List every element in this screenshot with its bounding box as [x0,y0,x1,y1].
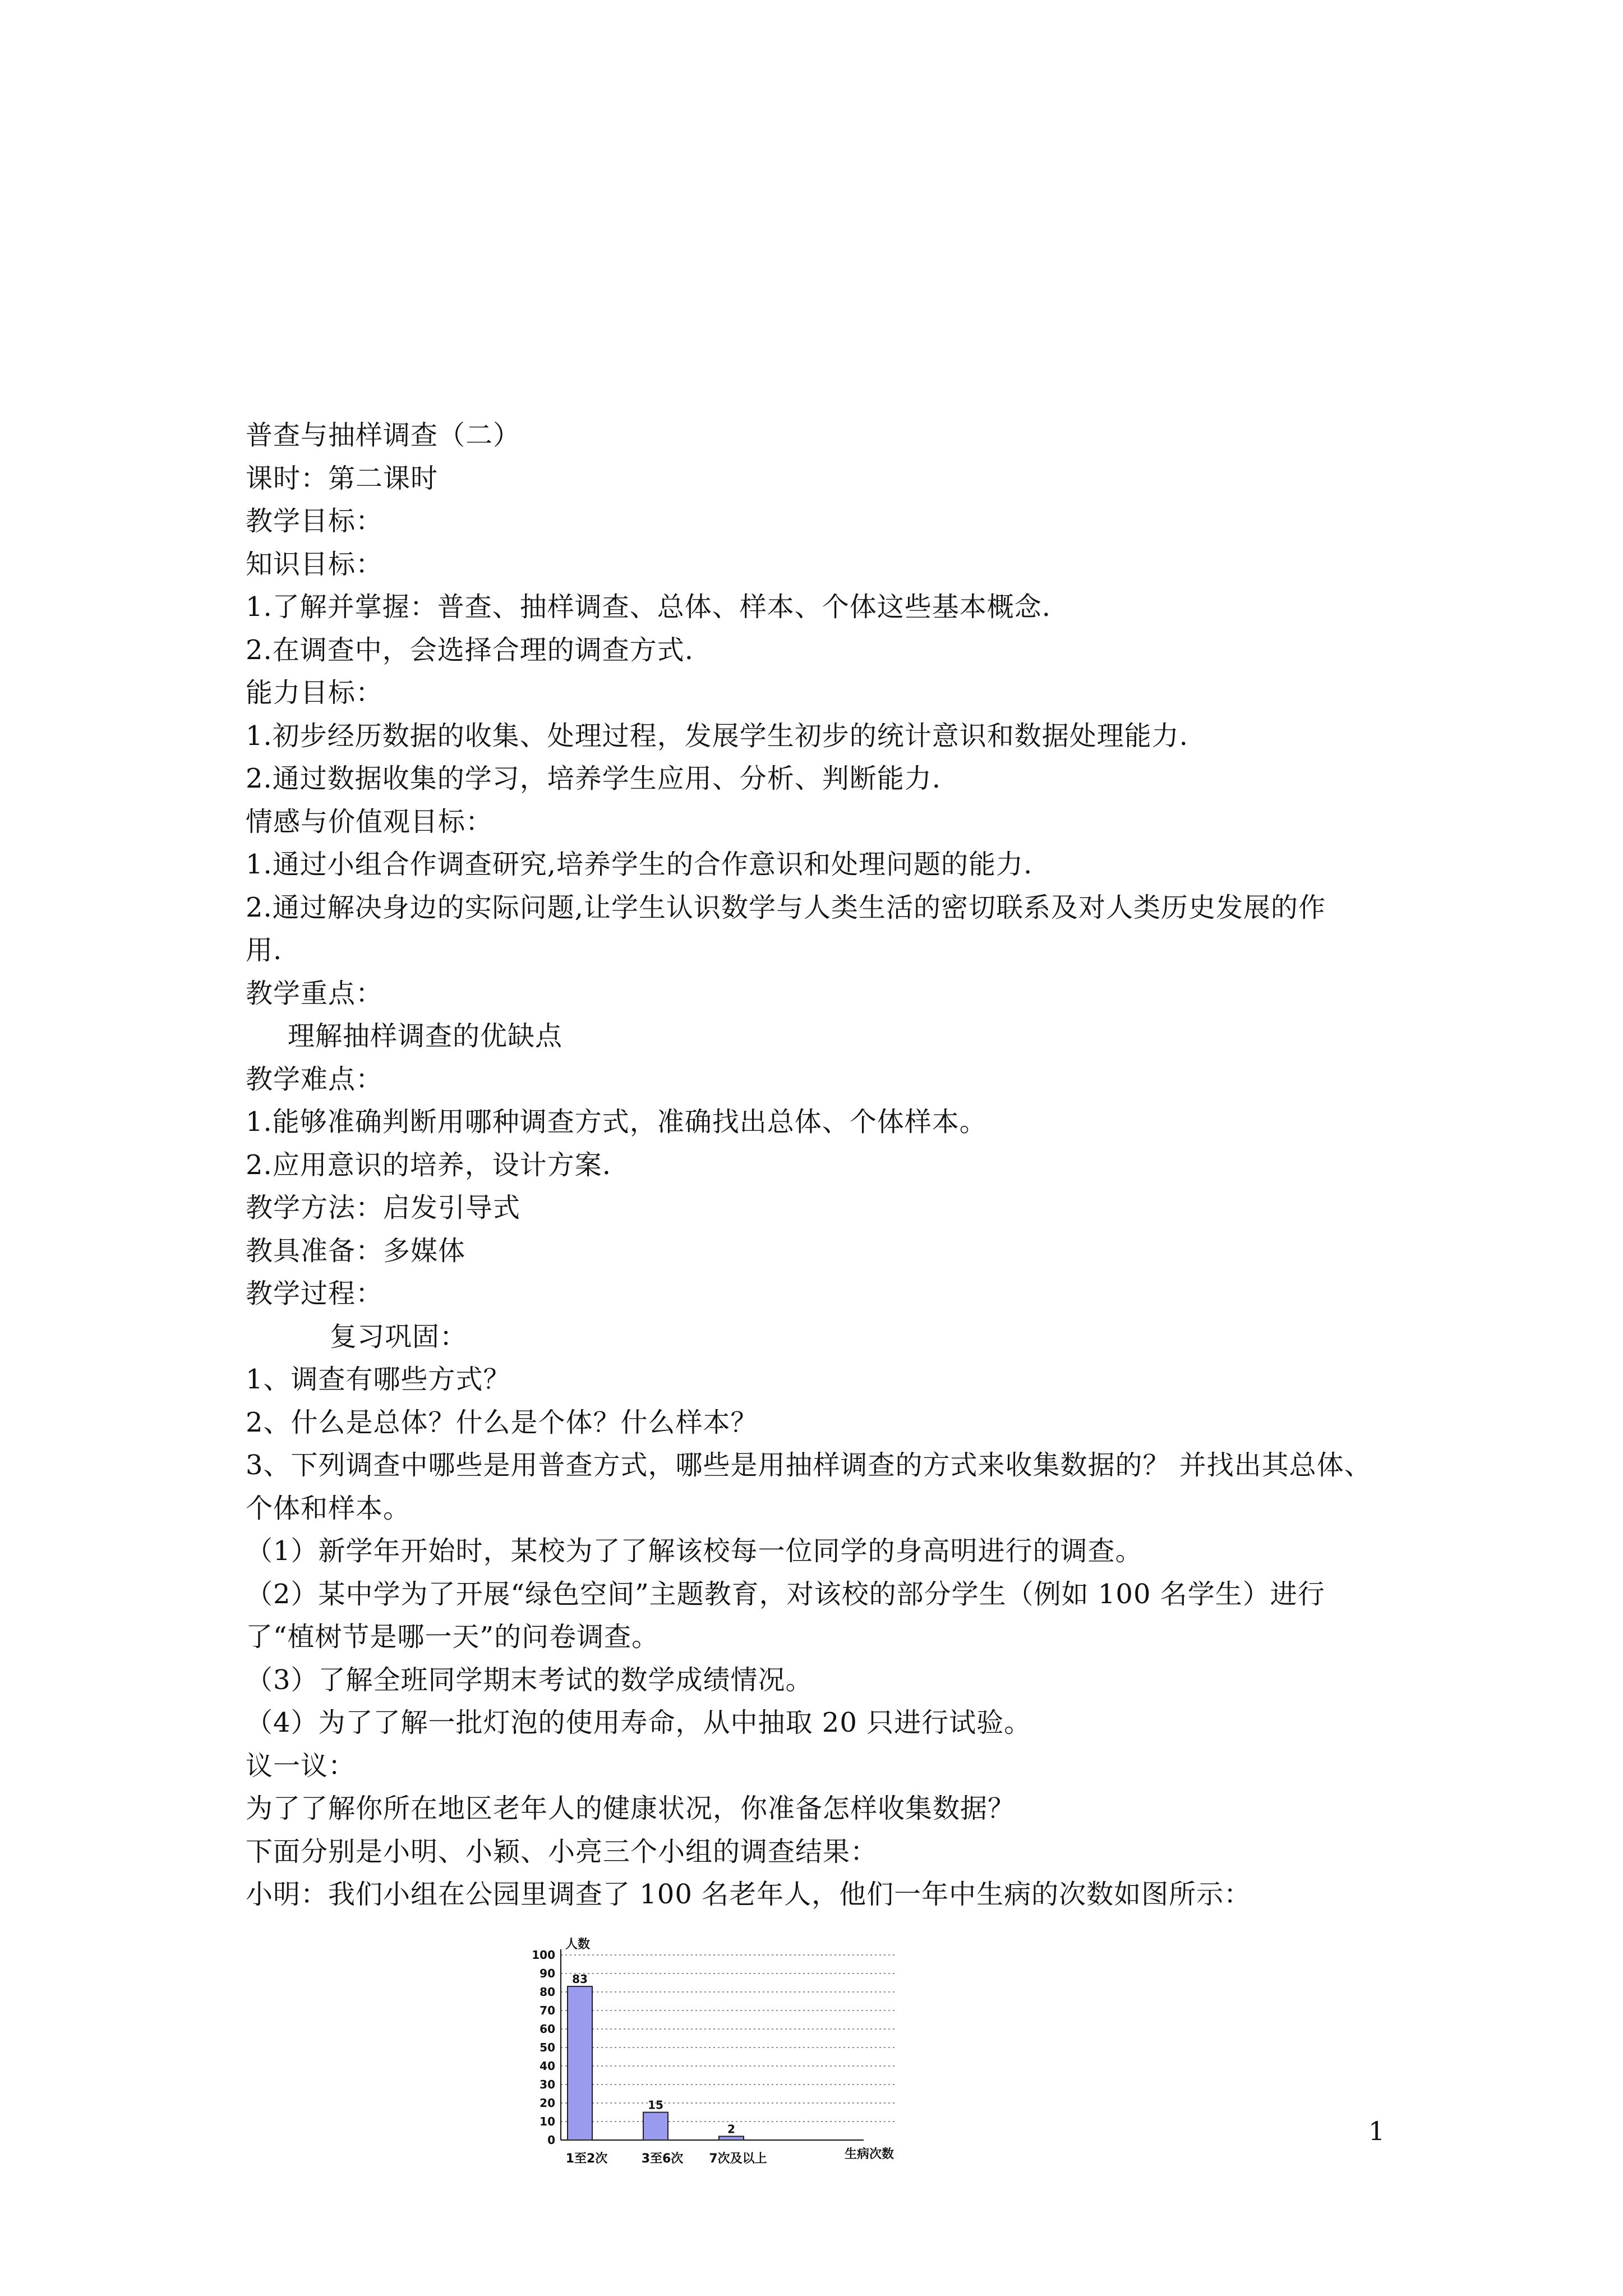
illness-frequency-chart [522,1930,914,2165]
text-line: 3、下列调查中哪些是用普查方式，哪些是用抽样调查的方式来收集数据的？ 并找出其总体、 [246,1450,1372,1481]
data-label: 15 [648,2098,663,2112]
text-line: 1.能够准确判断用哪种调查方式，准确找出总体、个体样本。 [246,1106,987,1138]
text-line: 知识目标： [246,548,384,580]
text-line: 1.初步经历数据的收集、处理过程，发展学生初步的统计意识和数据处理能力. [246,720,1189,752]
bar-chart-svg [522,1930,914,2165]
text-line: 2、什么是总体？什么是个体？什么样本？ [246,1406,758,1438]
y-tick-label: 0 [547,2133,555,2147]
text-line: 教学方法：启发引导式 [246,1192,521,1223]
y-tick-label: 60 [540,2022,555,2036]
text-line: 情感与价值观目标： [246,806,494,838]
text-line: 课时：第二课时 [246,462,439,494]
bar [719,2136,744,2140]
bar [643,2113,668,2141]
y-tick-label: 10 [540,2115,555,2128]
text-line: （3）了解全班同学期末考试的数学成绩情况。 [246,1664,813,1696]
y-tick-label: 20 [540,2096,555,2110]
text-line: 教学重点： [246,977,384,1009]
x-tick-label: 3至6次 [641,2152,684,2165]
x-tick-label: 7次及以上 [709,2152,767,2165]
y-tick-label: 40 [540,2059,555,2073]
text-line: 教学过程： [246,1278,384,1309]
text-line: （4）为了了解一批灯泡的使用寿命，从中抽取 20 只进行试验。 [246,1707,1032,1738]
y-axis-label: 人数 [565,1938,591,1952]
y-tick-label: 90 [540,1967,555,1980]
text-line: 1、调查有哪些方式？ [246,1364,511,1395]
y-tick-label: 30 [540,2078,555,2091]
text-line: 2.在调查中，会选择合理的调查方式. [246,634,694,666]
text-line: 教学难点： [246,1063,384,1095]
text-line: 2.通过数据收集的学习，培养学生应用、分析、判断能力. [246,763,942,794]
text-line: 普查与抽样调查（二） [246,420,521,451]
y-tick-label: 80 [540,1985,555,1999]
text-line: 了“植树节是哪一天”的问卷调查。 [246,1621,660,1653]
document-body [246,414,1401,1916]
text-line: 2.应用意识的培养，设计方案. [246,1149,612,1181]
text-line: 复习巩固： [330,1320,468,1352]
x-tick-label: 1至2次 [565,2152,608,2165]
text-line: 用. [246,935,283,966]
text-line: 教具准备：多媒体 [246,1235,466,1267]
text-line: 为了了解你所在地区老年人的健康状况，你准备怎样收集数据？ [246,1793,1016,1824]
text-line: 下面分别是小明、小颖、小亮三个小组的调查结果： [246,1835,878,1867]
y-tick-label: 100 [532,1948,555,1962]
data-label: 83 [572,1972,588,1986]
text-line: 小明：我们小组在公园里调查了 100 名老年人，他们一年中生病的次数如图所示： [246,1879,1252,1910]
text-line: （1）新学年开始时，某校为了了解该校每一位同学的身高明进行的调查。 [246,1535,1143,1567]
text-line: 教学目标： [246,505,384,537]
page-number: 1 [1368,2116,1385,2146]
text-line: （2）某中学为了开展“绿色空间”主题教育，对该校的部分学生（例如 100 名学生）进行 [246,1578,1325,1610]
y-tick-label: 70 [540,2004,555,2017]
text-line: 个体和样本。 [246,1492,411,1524]
text-line: 能力目标： [246,677,384,708]
text-line: 理解抽样调查的优缺点 [288,1020,563,1052]
bar [568,1986,592,2140]
data-label: 2 [727,2122,735,2136]
text-line: 议一议： [246,1750,356,1782]
y-tick-label: 50 [540,2041,555,2054]
text-line: 1.通过小组合作调查研究,培养学生的合作意识和处理问题的能力. [246,849,1033,880]
text-line: 2.通过解决身边的实际问题,让学生认识数学与人类生活的密切联系及对人类历史发展的作 [246,891,1326,923]
text-line: 1.了解并掌握：普查、抽样调查、总体、样本、个体这些基本概念. [246,591,1052,623]
x-axis-label: 生病次数 [844,2147,895,2161]
